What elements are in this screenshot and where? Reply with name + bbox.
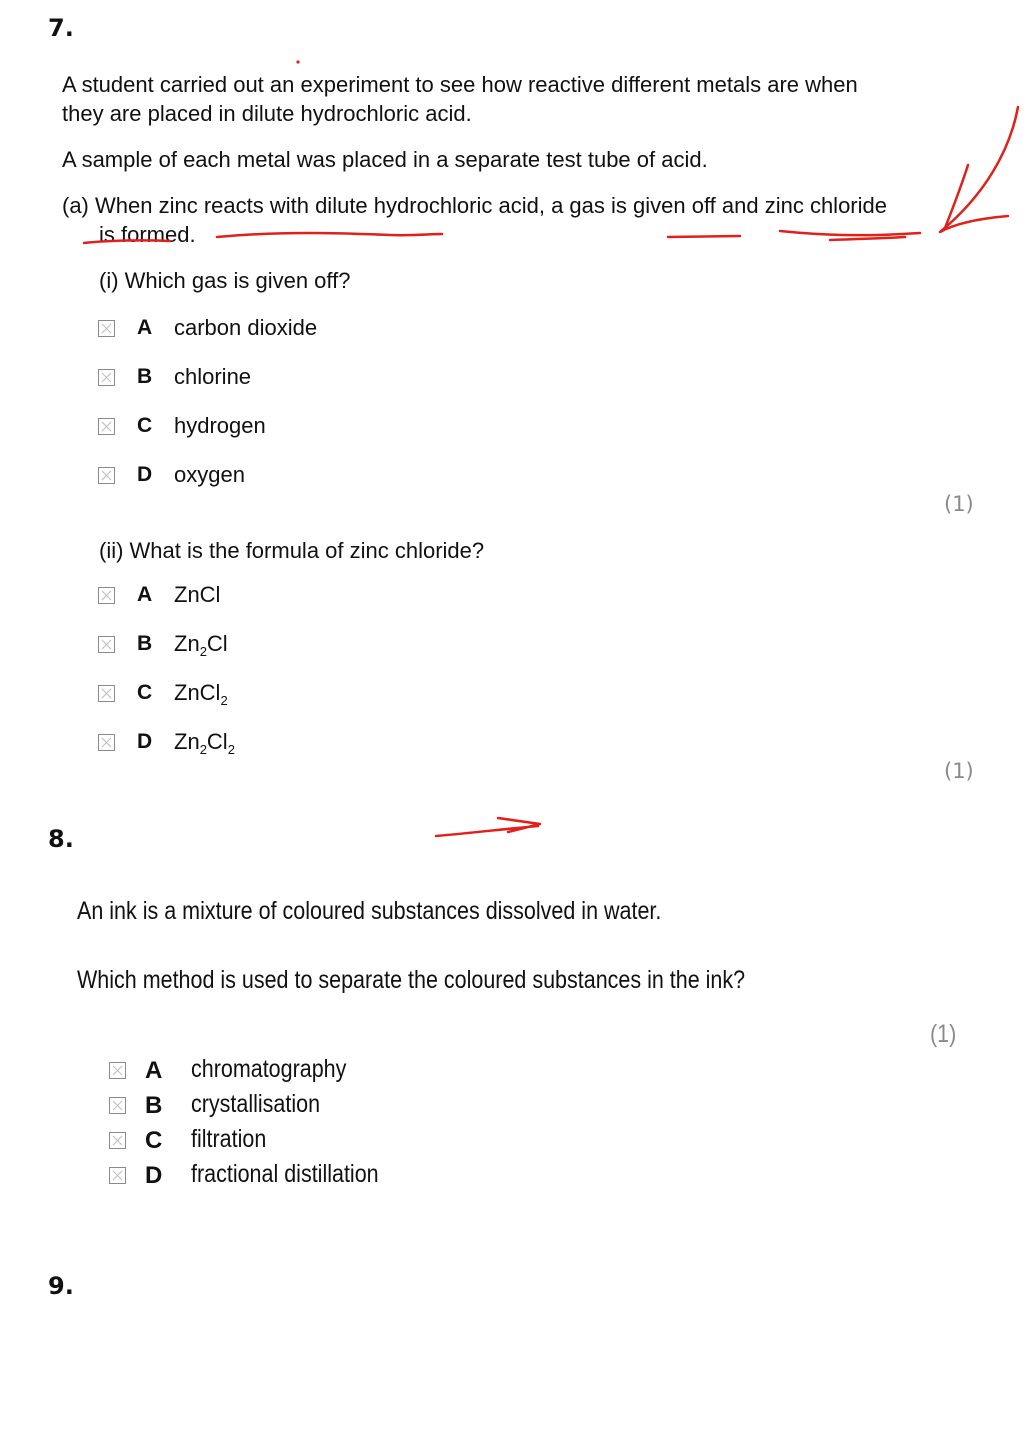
- option-letter: D: [137, 730, 153, 753]
- option-letter: B: [145, 1092, 163, 1119]
- annotation-dot: [296, 60, 299, 63]
- option-text: crystallisation: [191, 1090, 321, 1118]
- q7-part-a-line2: is formed.: [99, 222, 196, 247]
- annotation-underline: [84, 240, 170, 243]
- option-letter: C: [137, 681, 153, 704]
- annotation-underline: [830, 237, 905, 240]
- option-letter: C: [145, 1127, 163, 1154]
- q7-sample-text: A sample of each metal was placed in a separate test tube of acid.: [62, 147, 708, 172]
- option-text: filtration: [191, 1125, 267, 1153]
- option-formula: ZnCl: [174, 582, 221, 607]
- annotation-arrow: [436, 818, 540, 836]
- annotation-underline: [780, 231, 920, 235]
- option-formula: $Zn_2Cl$: [174, 631, 228, 659]
- q7-part-a-line1: (a) When zinc reacts with dilute hydrochloric acid, a gas is given off and zinc chloride: [62, 193, 887, 218]
- option-letter: A: [145, 1057, 163, 1084]
- option-letter: D: [145, 1162, 163, 1189]
- option-formula: $Zn_2Cl_2$: [174, 729, 235, 757]
- q7-part-ii-marks: (1): [944, 759, 974, 783]
- q7-intro-line1: A student carried out an experiment to see how reactive different metals are when: [62, 72, 858, 97]
- option-letter: B: [137, 632, 153, 655]
- q7-intro-line2: they are placed in dilute hydrochloric acid.: [62, 101, 472, 126]
- option-formula: ZnCl$_2$: [174, 680, 228, 708]
- option-text: carbon dioxide: [174, 315, 318, 340]
- option-text: oxygen: [174, 462, 245, 487]
- q8-question: Which method is used to separate the coloured substances in the ink?: [77, 966, 746, 994]
- option-letter: D: [137, 463, 153, 486]
- option-letter: A: [137, 583, 153, 606]
- annotation-underline: [668, 236, 740, 237]
- question-8-number: 8.: [48, 825, 74, 853]
- q8-marks: (1): [930, 1020, 957, 1048]
- option-text: chlorine: [174, 364, 252, 389]
- q7-part-ii-question: (ii) What is the formula of zinc chloride?: [99, 538, 485, 563]
- question-7-number: 7.: [48, 14, 74, 42]
- q8-statement: An ink is a mixture of coloured substances dissolved in water.: [77, 897, 662, 925]
- question-9-number: 9.: [48, 1272, 74, 1300]
- option-letter: A: [137, 316, 153, 339]
- q7-part-i-question: (i) Which gas is given off?: [99, 268, 351, 293]
- annotation-underline: [217, 233, 442, 237]
- option-text: fractional distillation: [191, 1160, 379, 1188]
- q7-part-i-marks: (1): [944, 492, 974, 516]
- option-letter: B: [137, 365, 153, 388]
- option-letter: C: [137, 414, 153, 437]
- option-text: chromatography: [191, 1055, 347, 1083]
- option-text: hydrogen: [174, 413, 266, 438]
